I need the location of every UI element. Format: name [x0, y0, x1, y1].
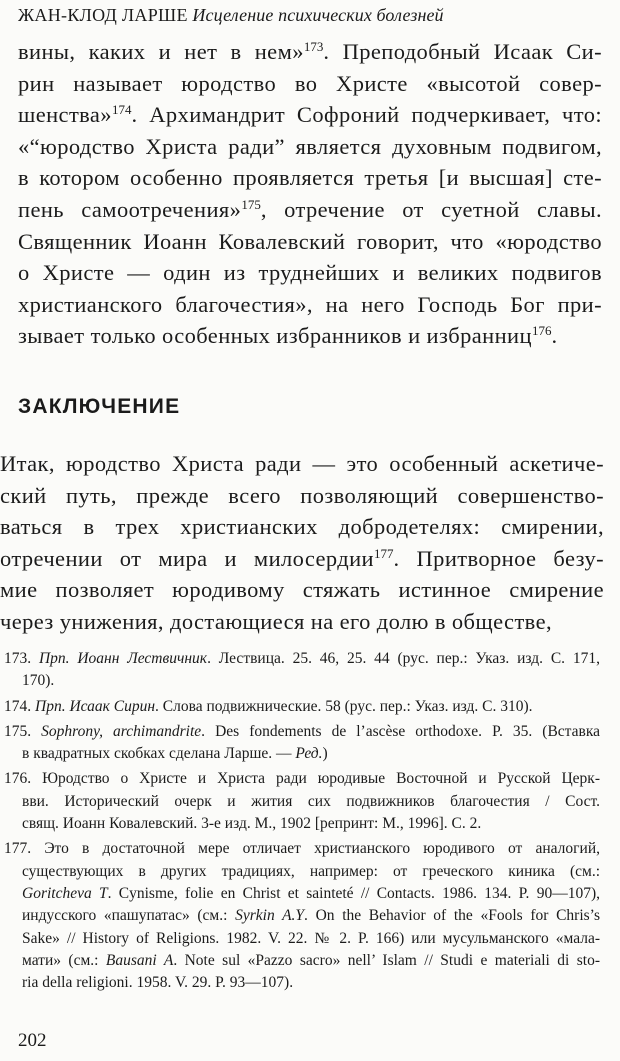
footnote-italic: Syrkin A.Y [235, 907, 305, 925]
text-run: шенства» [18, 102, 112, 128]
footnote-line [4, 883, 600, 905]
text-run: «“юродство Христа ради” является духовным подвигом, [18, 133, 602, 159]
text-line [18, 226, 602, 258]
footnote-text: . Слова подвижнические. 58 (рус. пер.: Указ. изд. С. 310). [155, 697, 533, 715]
text-run: мие позволяет юродивому стяжать истинное смирение [0, 577, 604, 603]
footnote-line [4, 838, 600, 860]
text-line [18, 320, 602, 352]
footnote-line [4, 950, 600, 972]
text-run: вины, каких и нет в нем» [18, 39, 304, 64]
text-run: Итак, юродство Христа ради — это особенный аскетиче- [0, 451, 604, 476]
footnote-italic: Прп. Иоанн Лествичник [38, 650, 208, 667]
footnote-line [4, 648, 600, 670]
footnote-text: вви. Исторический очерк и жития сих подвижников благочестия / Сост. [22, 792, 600, 810]
footnote [4, 721, 600, 766]
text-line [18, 68, 602, 100]
footnote-line [4, 972, 600, 994]
text-line [0, 574, 604, 606]
footnote [4, 838, 600, 994]
text-line [18, 257, 602, 289]
footnote-line [4, 928, 600, 950]
footnote-line [4, 670, 600, 692]
paragraph-2 [0, 448, 604, 638]
footnote-line [4, 721, 600, 743]
header-author: ЖАН-КЛОД ЛАРШЕ [18, 5, 188, 25]
text-run: ский путь, прежде всего позволяющий совершенство- [0, 482, 604, 508]
text-run: христианского благочестия», на него Господь Бог при- [18, 291, 602, 317]
header-title: Исцеление психических болезней [192, 5, 444, 25]
footnote-number: 177. [4, 840, 45, 858]
footnote-text: . On the Behavior of the «Fools for Chris’s [304, 907, 600, 925]
footnote-text: свящ. Иоанн Ковалевский. 3-е изд. М., 1902 [репринт: М., 1996]. С. 2. [22, 815, 482, 833]
footnote-italic: Прп. Исаак Сирин [35, 697, 156, 715]
footnote-text: . Cynisme, folie en Christ et sainteté // Contacts. 1986. 134. P. 90—107), [107, 884, 600, 902]
footnote-text: . Des fondements de l’ascèse orthodoxe. P. 35. (Вставка [201, 722, 601, 740]
paragraph-1 [18, 36, 602, 352]
text-run: о Христе — один из труднейших и великих подвигов [18, 260, 602, 286]
text-run: отречении от мира и милосердии [0, 545, 374, 571]
text-line [18, 289, 602, 321]
text-run: ваться в трех христианских добродетелях: смирении, [0, 514, 604, 540]
footnote [4, 768, 600, 835]
text-line [0, 448, 604, 480]
footnote-text: в квадратных скобках сделана Ларше. — [22, 745, 296, 763]
text-run: , отречение от суетной славы. [260, 196, 602, 222]
footnote-line [4, 813, 600, 835]
footnote-text: . Лествица. 25. 46, 25. 44 (рус. пер.: Указ. изд. С. 171, [207, 650, 600, 667]
footnote-text: ) [322, 745, 328, 763]
footnote-ref: 173 [303, 39, 324, 54]
footnote-line [4, 791, 600, 813]
footnote-italic: Ред. [295, 745, 323, 763]
footnote-line [4, 743, 600, 765]
text-line [0, 480, 604, 512]
footnote-line [4, 768, 600, 790]
footnote-text: Это в достаточной мере отличает христианского юродивого от аналогий, [44, 840, 600, 858]
text-run: через унижения, достающиеся на его долю в обществе, [0, 608, 552, 634]
footnote-line [4, 861, 600, 883]
text-line [18, 162, 602, 194]
text-line [0, 511, 604, 543]
footnote-italic: Sophrony, archimandrite [41, 722, 202, 740]
footnote [4, 648, 600, 693]
footnote-number: 175. [4, 722, 42, 740]
text-line [18, 36, 602, 68]
text-line [0, 606, 604, 638]
footnote-line [4, 905, 600, 927]
footnote-line [4, 696, 600, 718]
footnote-text: Sake» // History of Religions. 1982. V. 22. № 2. P. 166) или мусульманского «мала- [22, 929, 600, 947]
text-run: пень самоотречения» [18, 196, 242, 222]
footnote-text: ria della religioni. 1958. V. 29. P. 93—107). [22, 974, 294, 992]
text-run: . Архимандрит Софроний подчеркивает, что: [131, 102, 602, 128]
footnotes [4, 648, 600, 997]
footnote-ref: 175 [241, 196, 261, 212]
footnote-text: . Note sul «Pazzo sacro» nell’ Islam // Studi e materiali di sto- [173, 951, 601, 969]
footnote-number: 176. [4, 770, 43, 788]
footnote-text: мати» (см.: [22, 951, 106, 969]
text-line [18, 131, 602, 163]
text-run: в котором особенно проявляется третья [и высшая] сте- [18, 165, 602, 191]
footnote-text: Юродство о Христе и Христа ради юродивые Восточной и Русской Церк- [42, 770, 601, 788]
text-run: Священник Иоанн Ковалевский говорит, что «юродство [18, 228, 602, 254]
footnote-text: существующих в других традициях, например: от греческого киника (см.: [22, 862, 600, 880]
footnote-italic: Bausani A [105, 951, 174, 969]
footnote-ref: 174 [111, 102, 132, 118]
running-header [18, 4, 608, 26]
footnote-ref: 177 [373, 545, 394, 561]
page-number: 202 [18, 1030, 47, 1051]
footnote-italic: Goritcheva T [22, 884, 108, 902]
text-line [18, 194, 602, 226]
text-run: зывает только особенных избранников и избранниц [18, 323, 532, 349]
footnote-text: индусского «пашупатас» (см.: [22, 907, 236, 925]
footnote-number: 173. [4, 650, 39, 667]
footnote-ref: 176 [531, 323, 552, 339]
text-line [0, 543, 604, 575]
text-run: . Притворное безу- [393, 545, 604, 571]
text-run: рин называет юродство во Христе «высотой совер- [18, 70, 602, 96]
footnote-number: 174. [4, 697, 35, 715]
section-heading: ЗАКЛЮЧЕНИЕ [18, 395, 181, 418]
text-run: . [551, 323, 558, 349]
footnote-text: 170). [22, 672, 55, 690]
text-line [18, 99, 602, 131]
footnote [4, 696, 600, 718]
text-run: . Преподобный Исаак Си- [323, 39, 602, 64]
